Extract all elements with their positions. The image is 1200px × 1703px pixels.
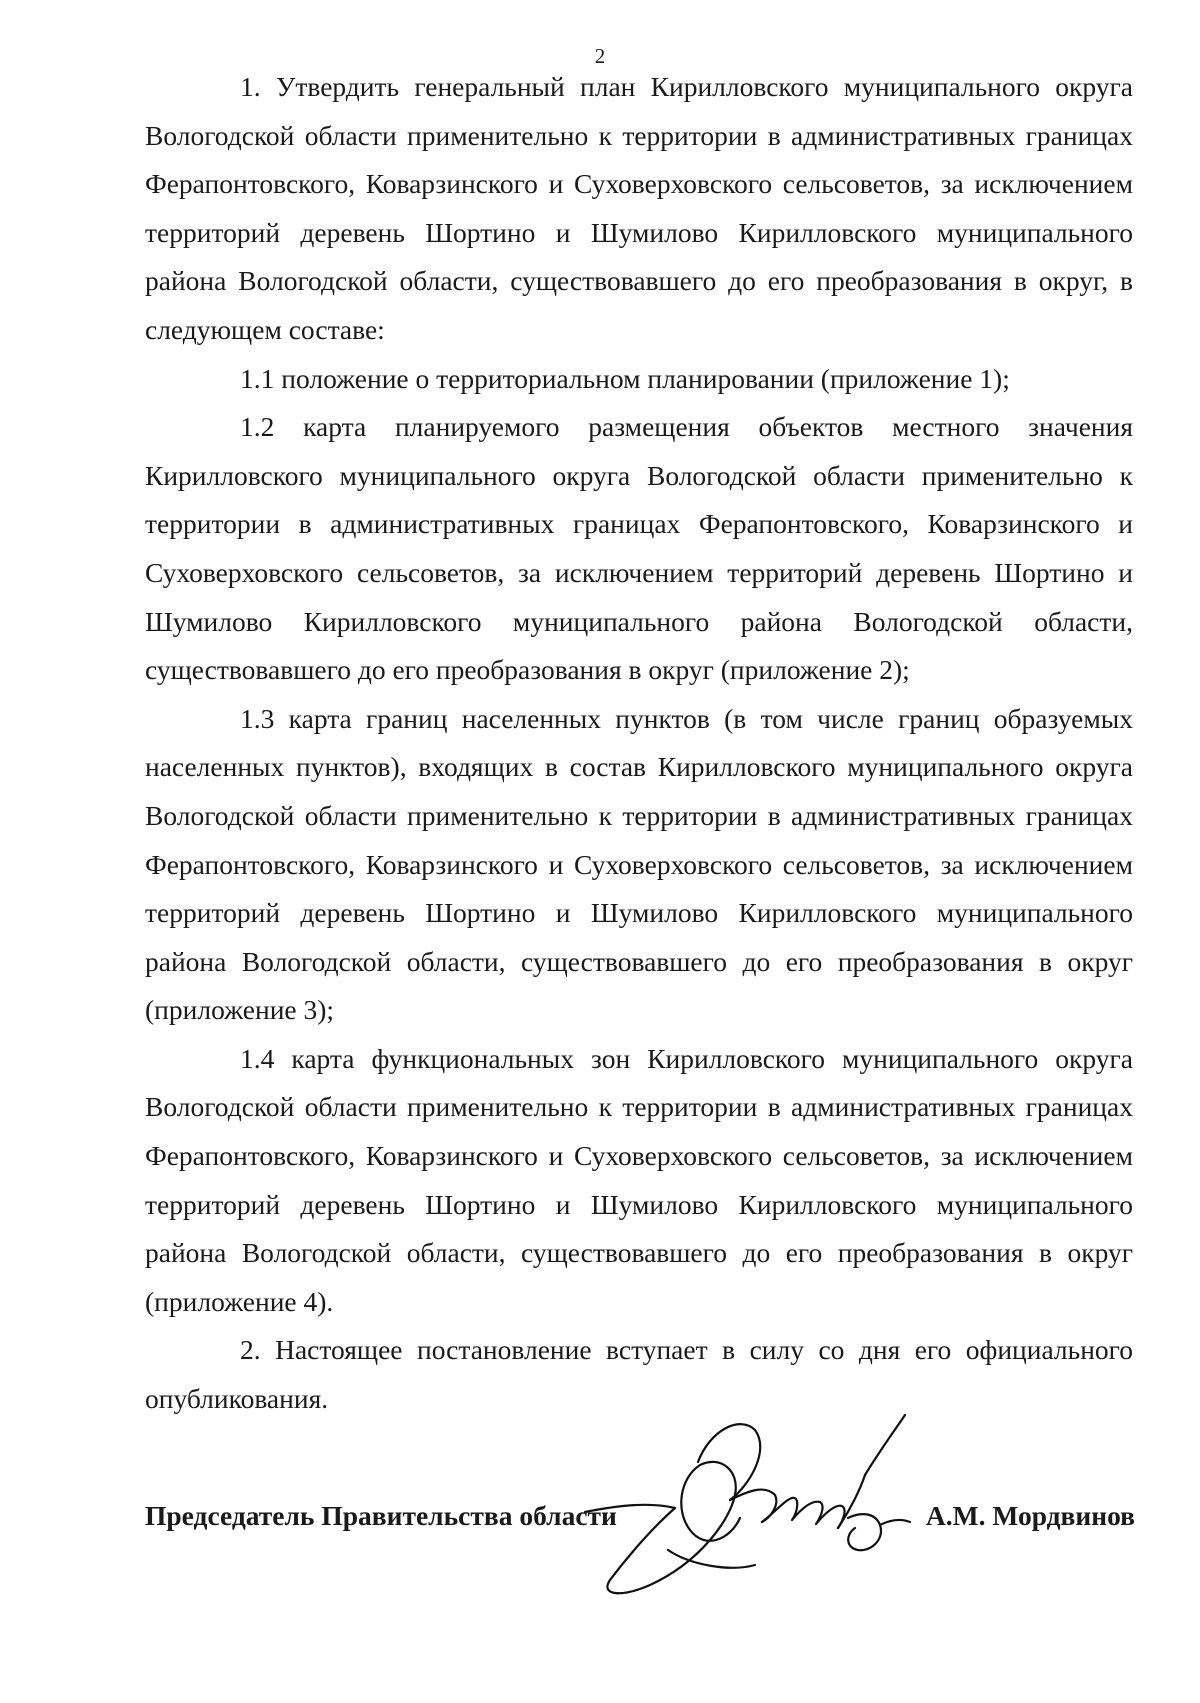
paragraph-1-3: 1.3 карта границ населенных пунктов (в том числе границ образуемых населенных пунктов), входящих в состав Кирилловского муниципального округа Вологодской области применительно к территории в административных границах Ферапонтовского, Коварзинского и Суховерховского сельсоветов, за исключением территорий деревень Шортино и Шумилово Кирилловского муниципального района Вологодской области, существовавшего до его преобразования в округ (приложение 3); xyxy=(145,702,1133,1026)
paragraph-2: 2. Настоящее постановление вступает в силу со дня его официального опубликования. xyxy=(145,1334,1133,1415)
paragraph-1-1: 1.1 положение о территориальном планировании (приложение 1); xyxy=(240,362,1010,394)
paragraph-1: 1. Утвердить генеральный план Кирилловского муниципального округа Вологодской области применительно к территории в административных границах Ферапонтовского, Коварзинского и Суховерховского сельсоветов, за исключением территорий деревень Шортино и Шумилово Кирилловского муниципального района Вологодской области, существовавшего до его преобразования в округ, в следующем составе: xyxy=(145,71,1133,345)
paragraph-1-4: 1.4 карта функциональных зон Кирилловского муниципального округа Вологодской области применительно к территории в административных границах Ферапонтовского, Коварзинского и Суховерховского сельсоветов, за исключением территорий деревень Шортино и Шумилово Кирилловского муниципального района Вологодской области, существовавшего до его преобразования в округ (приложение 4). xyxy=(145,1042,1133,1317)
page-number: 2 xyxy=(594,44,606,68)
paragraph-1-2: 1.2 карта планируемого размещения объектов местного значения Кирилловского муниципального округа Вологодской области применительно к территории в административных границах Ферапонтовского, Коварзинского и Суховерховского сельсоветов, за исключением территорий деревень Шортино и Шумилово Кирилловского муниципального района Вологодской области, существовавшего до его преобразования в округ (приложение 2); xyxy=(145,411,1133,686)
signer-title: Председатель Правительства области xyxy=(145,1500,617,1531)
document-body xyxy=(145,63,1133,1424)
signature-strokes xyxy=(585,1415,910,1593)
handwritten-signature xyxy=(580,1400,930,1600)
signer-name: А.М. Мордвинов xyxy=(925,1500,1135,1531)
